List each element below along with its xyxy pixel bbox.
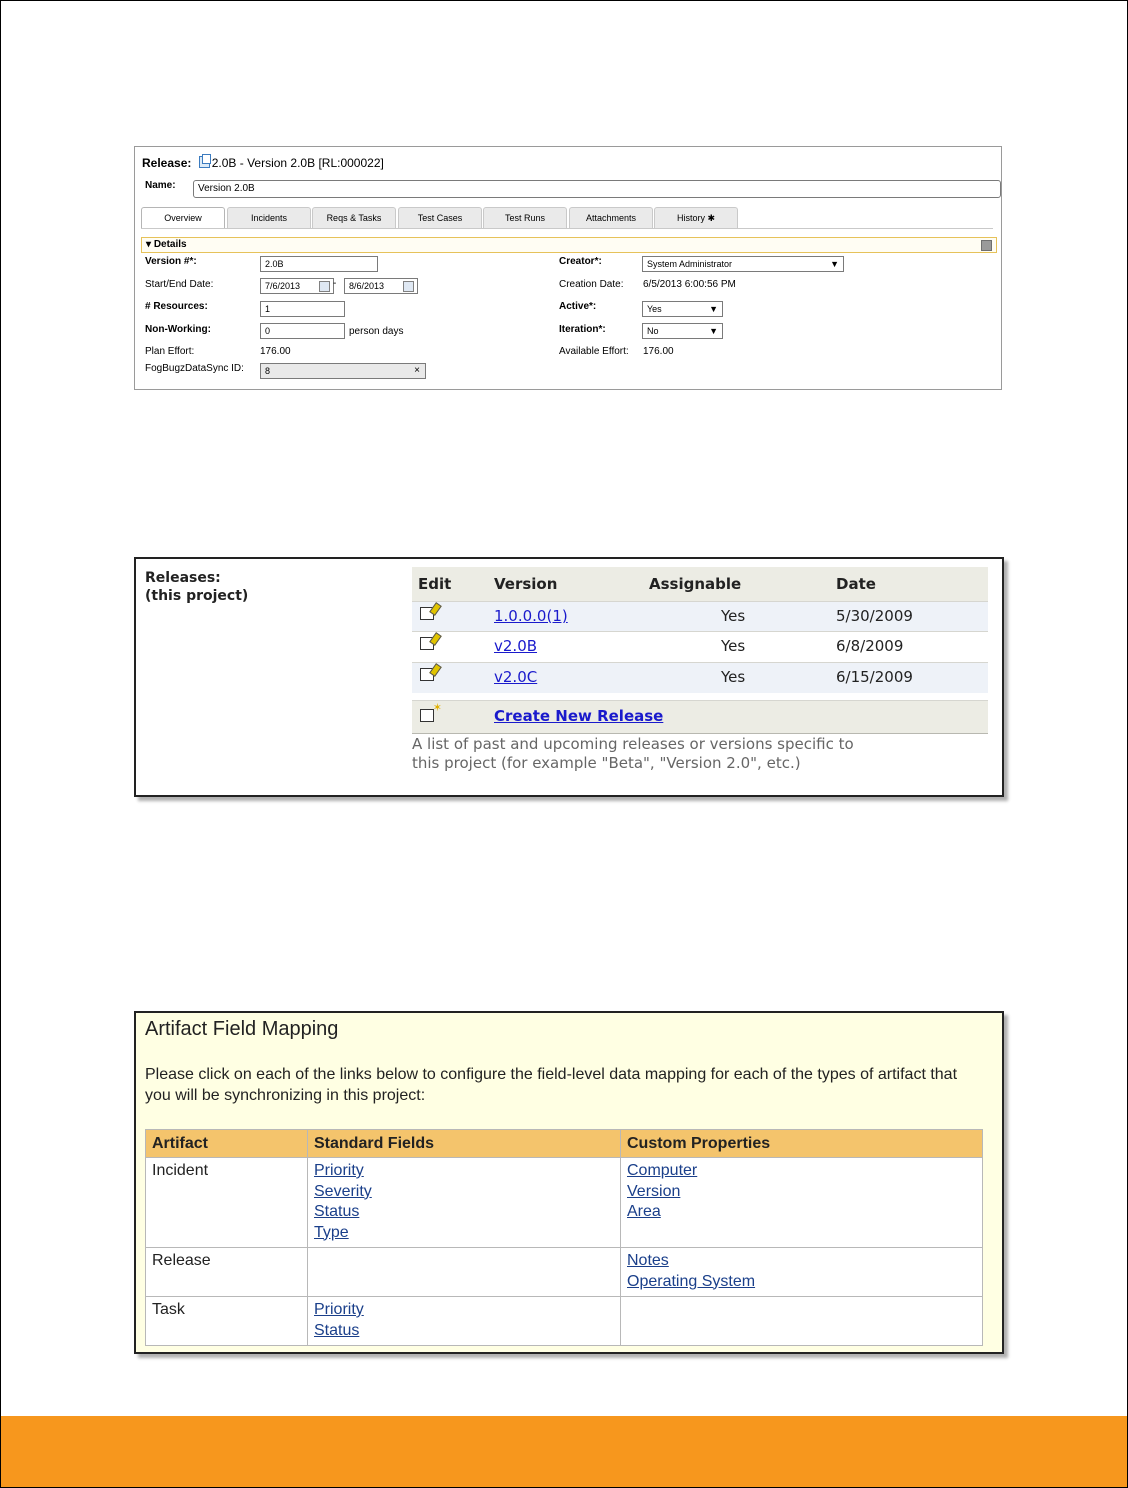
end-date-value: 8/6/2013 [349, 281, 385, 291]
creator-value: System Administrator [647, 259, 733, 269]
iteration-select[interactable] [642, 323, 723, 339]
tab-divider [141, 228, 993, 229]
date-separator: - [333, 278, 337, 289]
table-row [146, 1158, 983, 1248]
calendar-icon[interactable] [319, 281, 330, 292]
release-date: 5/30/2009 [836, 607, 913, 625]
calendar-icon[interactable] [403, 281, 414, 292]
version-label: Version #*: [145, 256, 197, 267]
table-row [146, 1297, 983, 1346]
name-label: Name: [145, 180, 176, 191]
edit-icon[interactable] [420, 668, 434, 681]
start-end-date-label: Start/End Date: [145, 279, 214, 290]
field-link[interactable]: Severity [314, 1182, 372, 1200]
release-version-link[interactable]: v2.0B [494, 637, 538, 655]
end-date-input[interactable] [344, 278, 418, 294]
field-link[interactable]: Priority [314, 1301, 364, 1318]
field-link[interactable]: Type [314, 1223, 349, 1241]
edit-icon[interactable] [420, 607, 434, 620]
details-section-header[interactable] [141, 237, 997, 253]
custom-properties-cell [621, 1158, 983, 1248]
dropdown-arrow-icon: ▼ [709, 304, 718, 314]
creator-select[interactable] [642, 256, 844, 272]
start-date-input[interactable] [260, 278, 337, 294]
start-date-value: 7/6/2013 [265, 281, 301, 291]
creation-date-value: 6/5/2013 6:00:56 PM [643, 279, 736, 290]
header-standard-fields: Standard Fields [308, 1130, 621, 1158]
header-date: Date [836, 575, 876, 593]
iteration-label: Iteration*: [559, 324, 606, 335]
table-header-row [146, 1130, 983, 1158]
table-header [412, 567, 988, 601]
creator-label: Creator*: [559, 256, 602, 267]
plan-effort-value: 176.00 [260, 346, 291, 357]
new-item-icon[interactable] [420, 709, 434, 722]
tab-test-cases[interactable]: Test Cases [398, 207, 482, 228]
custom-properties-cell [621, 1248, 983, 1297]
releases-label [145, 569, 248, 605]
creation-date-label: Creation Date: [559, 279, 624, 290]
release-details-panel [134, 146, 1002, 390]
release-title [142, 156, 384, 170]
header-assignable: Assignable [649, 575, 742, 593]
name-input[interactable]: Version 2.0B [193, 180, 1001, 198]
field-link[interactable]: Status [314, 1203, 360, 1220]
clear-icon[interactable]: × [414, 365, 420, 376]
releases-label-line1: Releases: [145, 570, 221, 586]
releases-label-line2: (this project) [145, 588, 249, 604]
save-icon[interactable] [981, 240, 992, 251]
fogbugz-id-input[interactable] [260, 363, 426, 379]
available-effort-label: Available Effort: [559, 346, 629, 357]
release-assignable: Yes [721, 668, 746, 686]
property-link[interactable]: Area [627, 1203, 661, 1220]
table-row [412, 601, 988, 632]
release-version-link[interactable]: v2.0C [494, 668, 538, 686]
nonworking-unit: person days [349, 326, 404, 337]
custom-properties-cell [621, 1297, 983, 1346]
create-release-row [412, 700, 988, 734]
fogbugz-id-label: FogBugzDataSync ID: [145, 363, 244, 374]
footer-bar [1, 1416, 1127, 1487]
tab-history[interactable]: History ✱ [654, 207, 738, 228]
tab-test-runs[interactable]: Test Runs [483, 207, 567, 228]
panel-title: Artifact Field Mapping [145, 1018, 339, 1040]
release-date: 6/8/2009 [836, 637, 904, 655]
document-icon [199, 156, 210, 168]
tab-attachments[interactable]: Attachments [569, 207, 653, 228]
collapse-arrow-icon: ▾ [146, 239, 152, 250]
release-title-label: Release: [142, 156, 192, 170]
releases-description: A list of past and upcoming releases or versions specific to this project (for example "Beta", "Version 2.0", etc.) [412, 735, 854, 772]
resources-input[interactable]: 1 [260, 301, 345, 317]
header-edit: Edit [418, 575, 452, 593]
header-version: Version [494, 575, 558, 593]
property-link[interactable]: Operating System [627, 1272, 756, 1290]
table-row [146, 1248, 983, 1297]
standard-fields-cell [308, 1248, 621, 1297]
property-link[interactable]: Notes [627, 1252, 669, 1269]
field-link[interactable]: Status [314, 1321, 360, 1339]
tab-incidents[interactable]: Incidents [227, 207, 311, 228]
standard-fields-cell [308, 1158, 621, 1248]
details-label: Details [153, 239, 187, 250]
active-value: Yes [647, 304, 662, 314]
release-version-link[interactable]: 1.0.0.0(1) [494, 607, 568, 625]
plan-effort-label: Plan Effort: [145, 346, 195, 357]
artifact-name: Task [146, 1297, 308, 1346]
mapping-table [145, 1129, 983, 1346]
header-artifact: Artifact [146, 1130, 308, 1158]
nonworking-input[interactable]: 0 [260, 323, 345, 339]
tab-reqs-tasks[interactable]: Reqs & Tasks [312, 207, 396, 228]
table-row [412, 631, 988, 662]
header-custom-properties: Custom Properties [621, 1130, 983, 1158]
property-link[interactable]: Version [627, 1182, 681, 1200]
property-link[interactable]: Computer [627, 1162, 698, 1179]
field-link[interactable]: Priority [314, 1162, 364, 1179]
release-assignable: Yes [721, 607, 746, 625]
iteration-value: No [647, 326, 659, 336]
create-new-release-link[interactable]: Create New Release [494, 707, 664, 725]
releases-panel [134, 557, 1004, 797]
artifact-field-mapping-panel [134, 1011, 1004, 1354]
artifact-name: Release [146, 1248, 308, 1297]
active-select[interactable] [642, 301, 723, 317]
table-row [412, 662, 988, 693]
resources-label: # Resources: [145, 301, 208, 312]
dropdown-arrow-icon: ▼ [830, 259, 839, 269]
intro-text: Please click on each of the links below to configure the field-level data mapping for each of the types of artifact that you will be synchronizing in this project: [145, 1066, 958, 1104]
dropdown-arrow-icon: ▼ [709, 326, 718, 336]
available-effort-value: 176.00 [643, 346, 674, 357]
tab-overview[interactable]: Overview [141, 207, 225, 229]
standard-fields-cell [308, 1297, 621, 1346]
release-assignable: Yes [721, 637, 746, 655]
edit-icon[interactable] [420, 637, 434, 650]
release-title-text: 2.0B - Version 2.0B [RL:000022] [211, 156, 384, 170]
active-label: Active*: [559, 301, 597, 312]
release-date: 6/15/2009 [836, 668, 913, 686]
version-input[interactable]: 2.0B [260, 256, 378, 272]
nonworking-label: Non-Working: [145, 324, 211, 335]
artifact-name: Incident [146, 1158, 308, 1248]
fogbugz-id-value: 8 [265, 366, 271, 376]
